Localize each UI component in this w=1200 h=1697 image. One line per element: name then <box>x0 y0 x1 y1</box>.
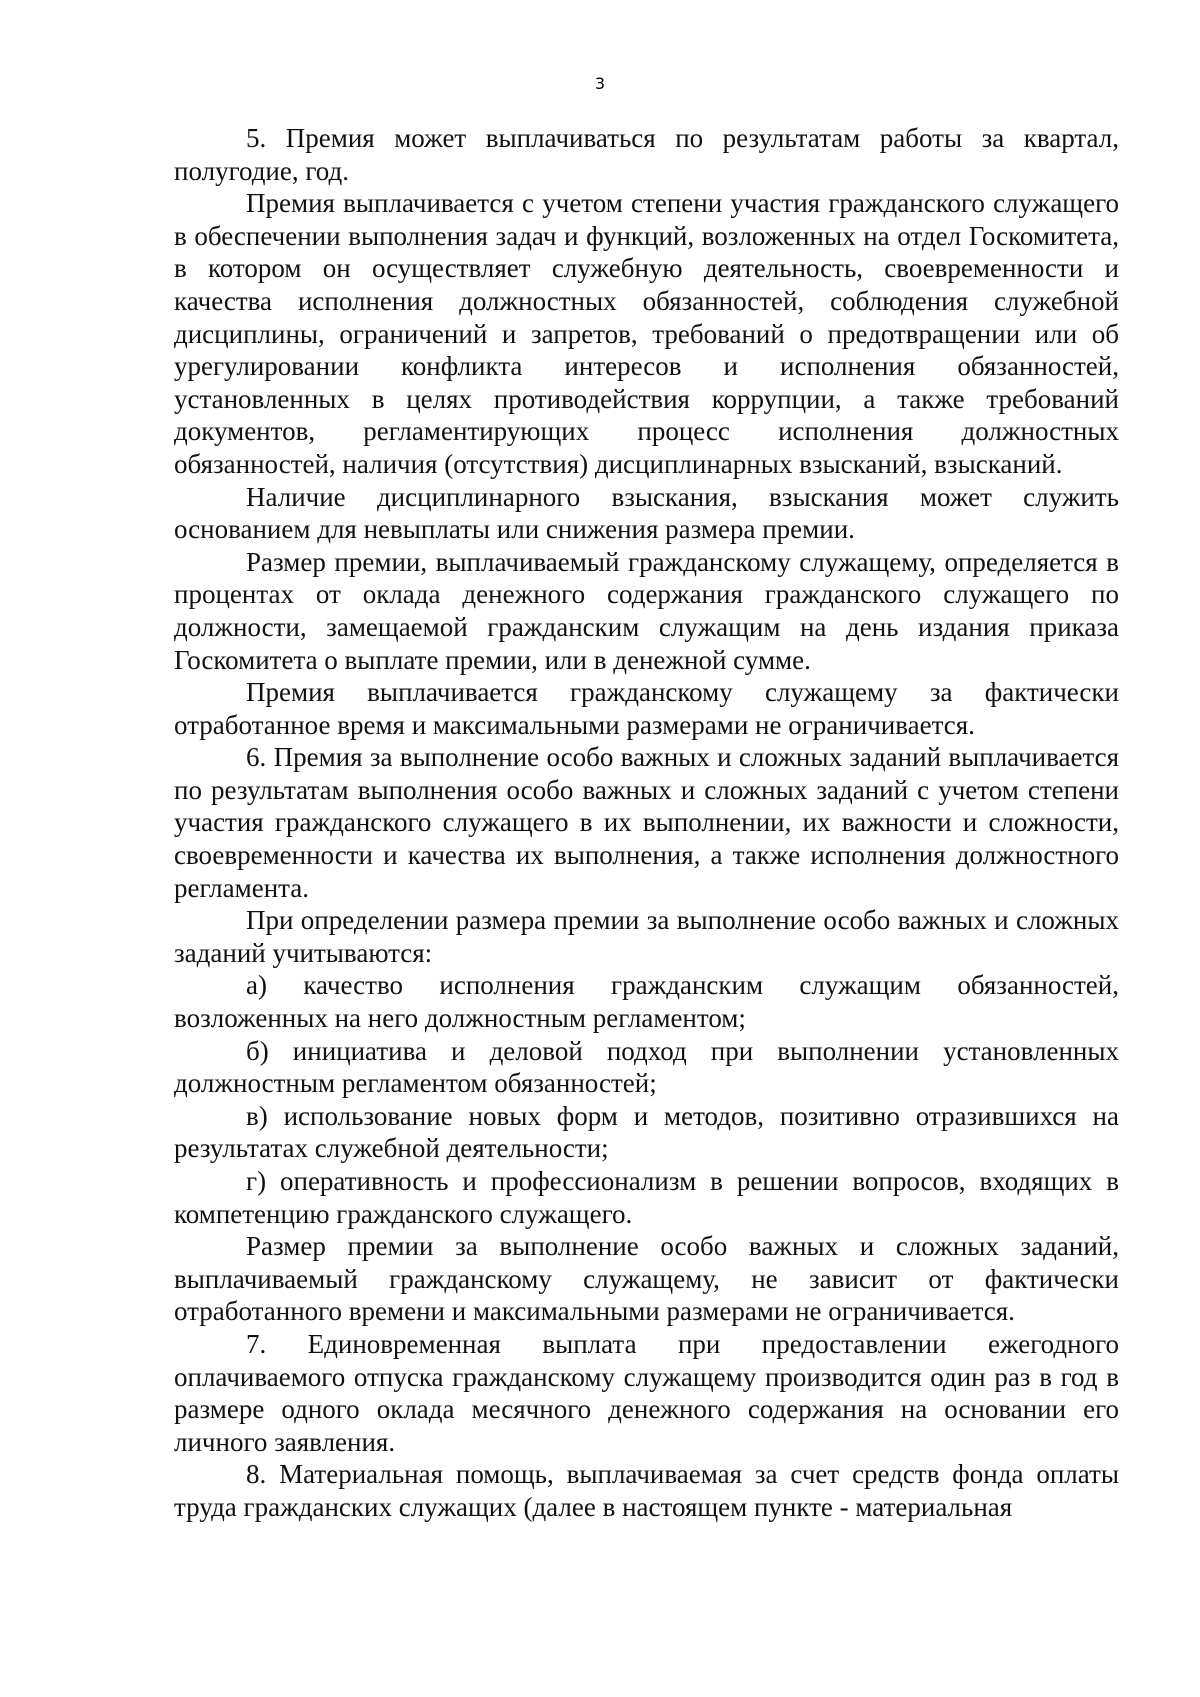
paragraph-special-premium-size: Размер премии за выполнение особо важных и сложных заданий, выплачиваемый гражданскому служащему, не зависит от фактически отработанного времени и максимальными размерами не ограничивается. <box>174 1231 1119 1327</box>
paragraph-item-7: 7. Единовременная выплата при предоставлении ежегодного оплачиваемого отпуска гражданскому служащему производится один раз в год в размере одного оклада месячного денежного содержания на основании его личного заявления. <box>174 1328 1119 1457</box>
paragraph-criterion-b: б) инициатива и деловой подход при выполнении установленных должностным регламентом обязанностей; <box>174 1035 1119 1099</box>
paragraph-item-8: 8. Материальная помощь, выплачиваемая за счет средств фонда оплаты труда гражданских служащих (далее в настоящем пункте - материальная <box>174 1459 1119 1522</box>
paragraph-premium-size: Размер премии, выплачиваемый гражданскому служащему, определяется в процентах от оклада денежного содержания гражданского служащего по должности, замещаемой гражданским служащим на день издания приказа Госкомитета о выплате премии, или в денежной сумме. <box>174 546 1119 675</box>
paragraph-premium-time: Премия выплачивается гражданскому служащему за фактически отработанное время и максимальными размерами не ограничивается. <box>174 677 1119 740</box>
paragraph-item-6: 6. Премия за выполнение особо важных и сложных заданий выплачивается по результатам выполнения особо важных и сложных заданий с учетом степени участия гражданского служащего в их выполнении, их важности и сложности, своевременности и качества их выполнения, а также исполнения должностного регламента. <box>174 742 1119 903</box>
document-body <box>174 122 1119 1524</box>
paragraph-criterion-v: в) использование новых форм и методов, позитивно отразившихся на результатах служебной деятельности; <box>174 1100 1119 1164</box>
paragraph-criterion-a: а) качество исполнения гражданским служащим обязанностей, возложенных на него должностным регламентом; <box>174 970 1119 1034</box>
paragraph-criterion-g: г) оперативность и профессионализм в решении вопросов, входящих в компетенцию гражданского служащего. <box>174 1166 1119 1229</box>
page-number: 3 <box>594 74 606 93</box>
paragraph-disciplinary-penalty: Наличие дисциплинарного взыскания, взыскания может служить основанием для невыплаты или снижения размера премии. <box>174 481 1119 545</box>
paragraph-premium-conditions: Премия выплачивается с учетом степени участия гражданского служащего в обеспечении выполнения задач и функций, возложенных на отдел Госкомитета, в котором он осуществляет служебную деятельность, своевременности и качества исполнения должностных обязанностей, соблюдения служебной дисциплины, ограничений и запретов, требований о предотвращении или об урегулировании конфликта интересов и исполнения обязанностей, установленных в целях противодействия коррупции, а также требований документов, регламентирующих процесс исполнения должностных обязанностей, наличия (отсутствия) дисциплинарных взысканий, взысканий. <box>174 188 1119 479</box>
paragraph-criteria-intro: При определении размера премии за выполнение особо важных и сложных заданий учитываются: <box>174 905 1119 968</box>
paragraph-item-5: 5. Премия может выплачиваться по результатам работы за квартал, полугодие, год. <box>174 123 1119 186</box>
